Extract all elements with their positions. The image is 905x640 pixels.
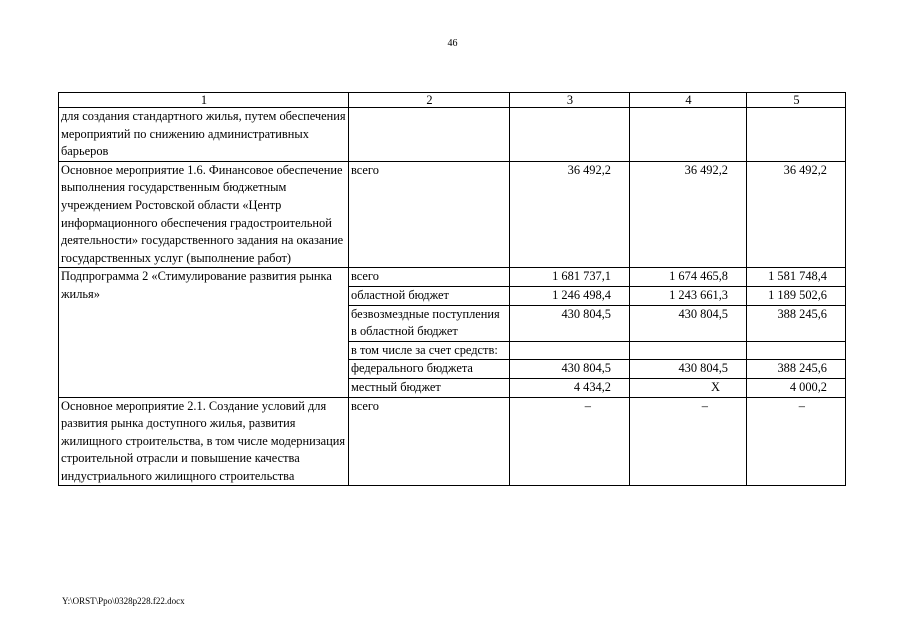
table-row [59,397,846,486]
funding-source: всего [349,397,510,486]
funding-source [349,108,510,162]
value-cell: 36 492,2 [510,161,630,268]
value-cell: 388 245,6 [747,360,846,379]
funding-source: в том числе за счет средств: [349,341,510,360]
column-header: 1 [59,93,349,108]
value-cell: – [747,397,846,486]
file-path-footer: Y:\ORST\Ppo\0328p228.f22.docx [62,596,185,606]
program-label: Подпрограмма 2 «Стимулирование развития рынка жилья» [59,268,349,397]
value-cell: – [510,397,630,486]
value-cell: 430 804,5 [510,305,630,341]
funding-source: федерального бюджета [349,360,510,379]
value-cell: 1 246 498,4 [510,286,630,305]
funding-source: местный бюджет [349,378,510,397]
value-cell: – [630,397,747,486]
value-cell: 430 804,5 [630,305,747,341]
value-cell: 430 804,5 [630,360,747,379]
column-header: 4 [630,93,747,108]
page-number: 46 [447,38,458,49]
value-cell [747,341,846,360]
value-cell: 1 674 465,8 [630,268,747,287]
program-label: для создания стандартного жилья, путем обеспечения мероприятий по снижению административных барьеров [59,108,349,162]
value-cell: 36 492,2 [630,161,747,268]
table-row [59,108,846,162]
column-header: 3 [510,93,630,108]
value-cell [510,108,630,162]
value-cell: 1 581 748,4 [747,268,846,287]
value-cell: 1 243 661,3 [630,286,747,305]
column-header: 5 [747,93,846,108]
funding-source: всего [349,268,510,287]
table-row [59,161,846,268]
value-cell [630,341,747,360]
funding-source: безвозмездные поступления в областной бюджет [349,305,510,341]
funding-source: областной бюджет [349,286,510,305]
value-cell [510,341,630,360]
value-cell: 4 434,2 [510,378,630,397]
value-cell: 388 245,6 [747,305,846,341]
value-cell: 4 000,2 [747,378,846,397]
program-label: Основное мероприятие 2.1. Создание условий для развития рынка доступного жилья, развития жилищного строительства, в том числе модернизация строительной отрасли и повышение качества индустриального жилищного строительства [59,397,349,486]
value-cell: 430 804,5 [510,360,630,379]
value-cell: 1 189 502,6 [747,286,846,305]
value-cell [630,108,747,162]
value-cell: 1 681 737,1 [510,268,630,287]
table-row [59,268,846,287]
column-header: 2 [349,93,510,108]
program-label: Основное мероприятие 1.6. Финансовое обеспечение выполнения государственным бюджетным учреждением Ростовской области «Центр информационного обеспечения градостроительной деятельности» государственного задания на оказание государственных услуг (выполнение работ) [59,161,349,268]
budget-table [58,92,846,486]
value-cell [747,108,846,162]
value-cell: Х [630,378,747,397]
table-header-row [59,93,846,108]
value-cell: 36 492,2 [747,161,846,268]
funding-source: всего [349,161,510,268]
